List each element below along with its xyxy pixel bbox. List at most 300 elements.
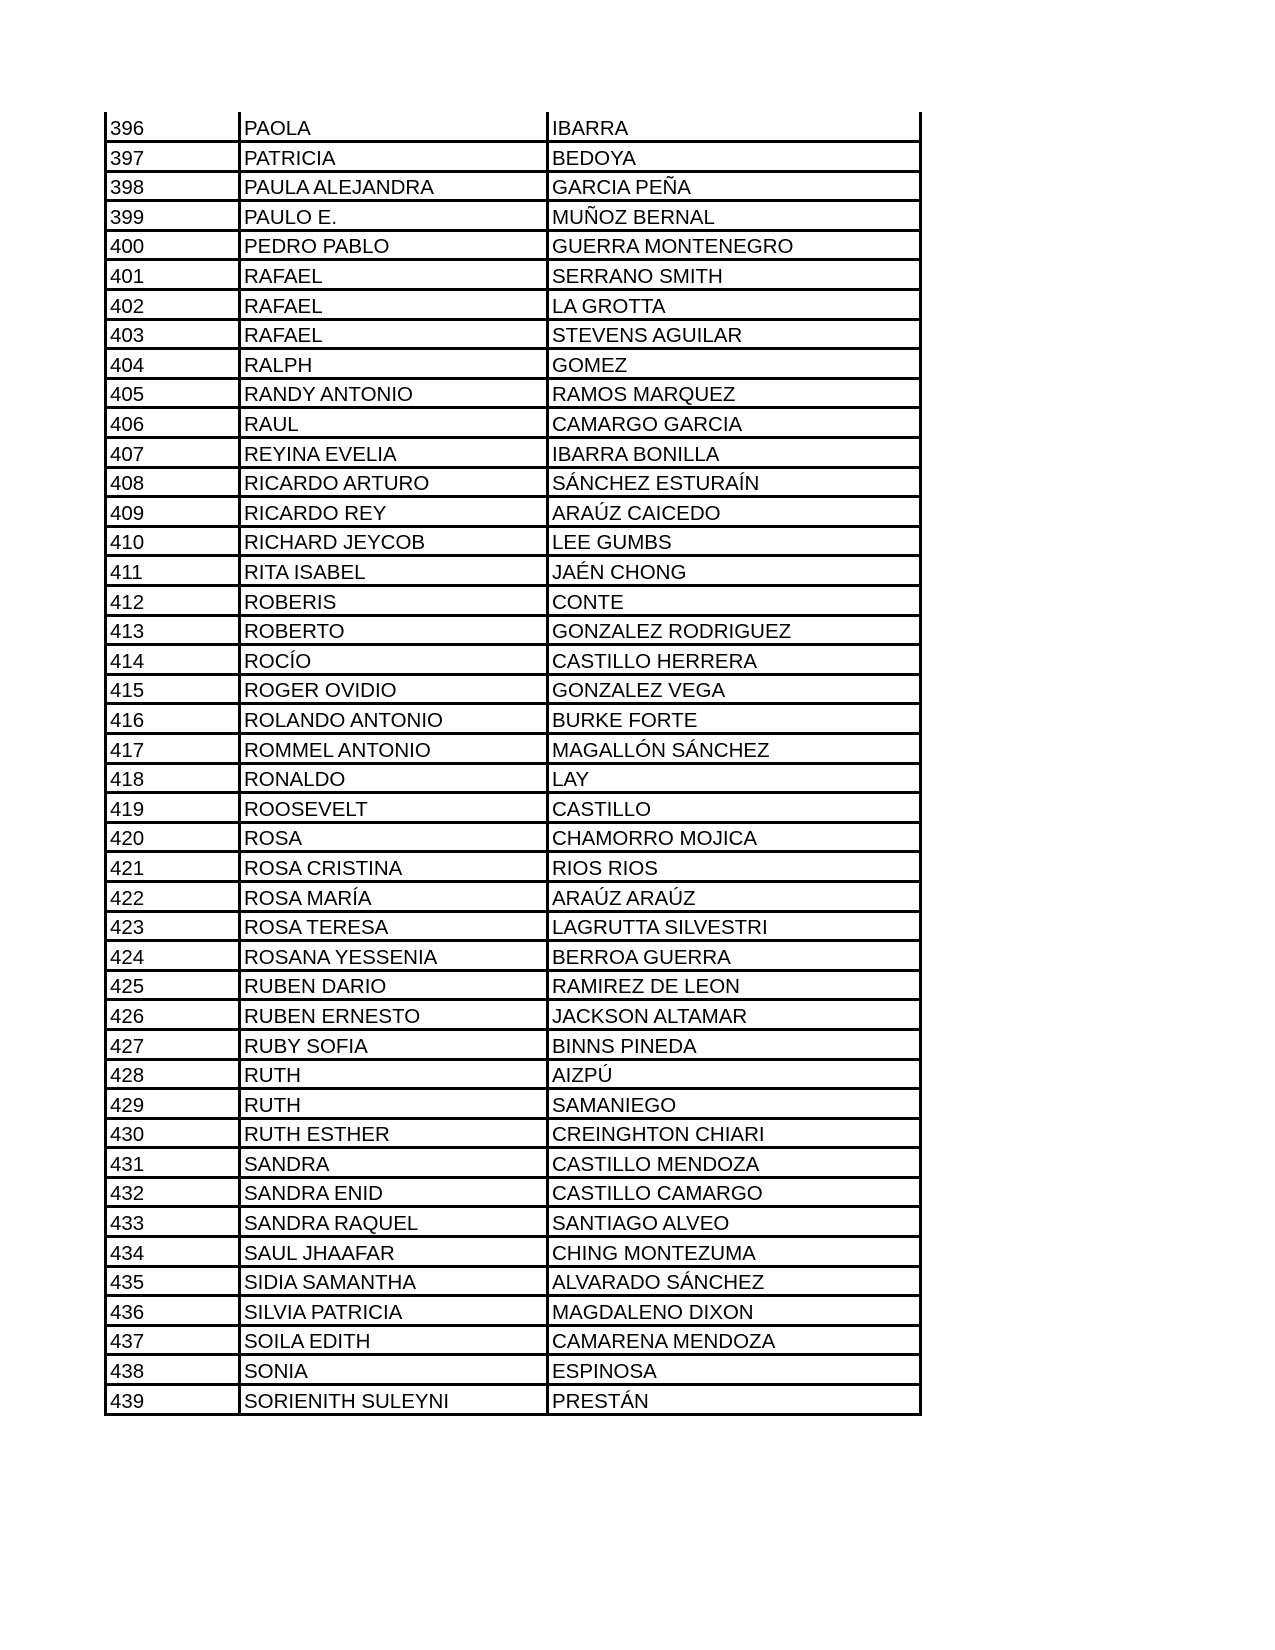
first-name-cell bbox=[240, 408, 548, 438]
last-name-cell-text: CASTILLO CAMARGO bbox=[552, 1182, 763, 1206]
last-name-cell bbox=[548, 260, 921, 290]
table-row bbox=[106, 970, 921, 1000]
row-number-cell-text: 433 bbox=[110, 1212, 145, 1236]
name-table bbox=[104, 112, 922, 1416]
row-number-cell-text: 438 bbox=[110, 1360, 145, 1384]
first-name-cell bbox=[240, 1385, 548, 1415]
first-name-cell bbox=[240, 911, 548, 941]
last-name-cell bbox=[548, 556, 921, 586]
row-number-cell-text: 404 bbox=[110, 353, 145, 377]
table-row bbox=[106, 171, 921, 201]
last-name-cell-text: BINNS PINEDA bbox=[552, 1034, 697, 1058]
first-name-cell bbox=[240, 793, 548, 823]
first-name-cell bbox=[240, 319, 548, 349]
last-name-cell-text: CASTILLO bbox=[552, 797, 652, 821]
first-name-cell bbox=[240, 142, 548, 172]
last-name-cell-text: GUERRA MONTENEGRO bbox=[552, 235, 794, 259]
table-row bbox=[106, 704, 921, 734]
row-number-cell-text: 397 bbox=[110, 146, 145, 170]
row-number-cell-text: 420 bbox=[110, 827, 145, 851]
row-number-cell-text: 411 bbox=[110, 561, 143, 584]
row-number-cell bbox=[106, 941, 240, 971]
first-name-cell-text: ROSANA YESSENIA bbox=[244, 945, 438, 969]
last-name-cell bbox=[548, 1029, 921, 1059]
first-name-cell-text: RITA ISABEL bbox=[244, 561, 366, 584]
table-row bbox=[106, 526, 921, 556]
row-number-cell bbox=[106, 822, 240, 852]
table-row bbox=[106, 674, 921, 704]
first-name-cell-text: RAFAEL bbox=[244, 265, 323, 289]
row-number-cell bbox=[106, 1000, 240, 1030]
row-number-cell bbox=[106, 1385, 240, 1415]
row-number-cell bbox=[106, 319, 240, 349]
first-name-cell bbox=[240, 1296, 548, 1326]
table-row bbox=[106, 349, 921, 379]
row-number-cell bbox=[106, 1325, 240, 1355]
row-number-cell bbox=[106, 1029, 240, 1059]
row-number-cell-text: 429 bbox=[110, 1093, 145, 1117]
last-name-cell bbox=[548, 171, 921, 201]
table-row bbox=[106, 497, 921, 527]
row-number-cell bbox=[106, 1266, 240, 1296]
row-number-cell-text: 412 bbox=[110, 590, 145, 614]
row-number-cell bbox=[106, 1059, 240, 1089]
first-name-cell-text: ROMMEL ANTONIO bbox=[244, 738, 431, 762]
last-name-cell-text: MUÑOZ BERNAL bbox=[552, 205, 715, 229]
last-name-cell-text: ARAÚZ ARAÚZ bbox=[552, 886, 696, 910]
first-name-cell-text: RUTH bbox=[244, 1064, 301, 1088]
table-row bbox=[106, 290, 921, 320]
first-name-cell-text: PAULA ALEJANDRA bbox=[244, 176, 434, 200]
last-name-cell-text: CHING MONTEZUMA bbox=[552, 1241, 756, 1265]
row-number-cell bbox=[106, 645, 240, 675]
row-number-cell bbox=[106, 526, 240, 556]
table-row bbox=[106, 378, 921, 408]
row-number-cell-text: 396 bbox=[110, 117, 145, 141]
first-name-cell bbox=[240, 1266, 548, 1296]
first-name-cell bbox=[240, 201, 548, 231]
last-name-cell-text: RAMOS MARQUEZ bbox=[552, 383, 736, 407]
first-name-cell-text: SOILA EDITH bbox=[244, 1330, 371, 1354]
last-name-cell bbox=[548, 112, 921, 142]
last-name-cell bbox=[548, 970, 921, 1000]
table-row bbox=[106, 260, 921, 290]
first-name-cell-text: SANDRA ENID bbox=[244, 1182, 383, 1206]
last-name-cell-text: RIOS RIOS bbox=[552, 856, 658, 880]
table-row bbox=[106, 615, 921, 645]
table-row bbox=[106, 1059, 921, 1089]
row-number-cell bbox=[106, 763, 240, 793]
row-number-cell bbox=[106, 1177, 240, 1207]
row-number-cell-text: 419 bbox=[110, 797, 145, 821]
last-name-cell-text: LAGRUTTA SILVESTRI bbox=[552, 916, 768, 940]
row-number-cell-text: 407 bbox=[110, 442, 145, 466]
last-name-cell-text: BURKE FORTE bbox=[552, 708, 698, 732]
last-name-cell bbox=[548, 1296, 921, 1326]
last-name-cell-text: LEE GUMBS bbox=[552, 531, 672, 555]
first-name-cell bbox=[240, 970, 548, 1000]
name-table-body bbox=[106, 112, 921, 1414]
last-name-cell bbox=[548, 408, 921, 438]
first-name-cell bbox=[240, 290, 548, 320]
first-name-cell-text: ROSA TERESA bbox=[244, 916, 389, 940]
last-name-cell bbox=[548, 822, 921, 852]
first-name-cell bbox=[240, 615, 548, 645]
table-row bbox=[106, 881, 921, 911]
row-number-cell-text: 434 bbox=[110, 1241, 145, 1265]
last-name-cell bbox=[548, 201, 921, 231]
first-name-cell-text: RAFAEL bbox=[244, 324, 323, 348]
last-name-cell bbox=[548, 1177, 921, 1207]
last-name-cell bbox=[548, 763, 921, 793]
row-number-cell bbox=[106, 438, 240, 468]
table-row bbox=[106, 1029, 921, 1059]
last-name-cell bbox=[548, 733, 921, 763]
first-name-cell bbox=[240, 438, 548, 468]
first-name-cell-text: ROCÍO bbox=[244, 649, 312, 673]
first-name-cell-text: RUBY SOFIA bbox=[244, 1034, 368, 1058]
table-row bbox=[106, 763, 921, 793]
first-name-cell bbox=[240, 171, 548, 201]
row-number-cell-text: 416 bbox=[110, 708, 145, 732]
last-name-cell bbox=[548, 142, 921, 172]
first-name-cell bbox=[240, 881, 548, 911]
row-number-cell bbox=[106, 230, 240, 260]
table-row bbox=[106, 1207, 921, 1237]
first-name-cell-text: ROBERIS bbox=[244, 590, 337, 614]
row-number-cell-text: 423 bbox=[110, 916, 145, 940]
first-name-cell-text: SIDIA SAMANTHA bbox=[244, 1271, 417, 1295]
row-number-cell-text: 427 bbox=[110, 1034, 145, 1058]
row-number-cell bbox=[106, 586, 240, 616]
last-name-cell bbox=[548, 1207, 921, 1237]
first-name-cell bbox=[240, 1355, 548, 1385]
last-name-cell-text: GARCIA PEÑA bbox=[552, 176, 691, 200]
first-name-cell bbox=[240, 1148, 548, 1178]
first-name-cell-text: SILVIA PATRICIA bbox=[244, 1300, 403, 1324]
first-name-cell-text: RAUL bbox=[244, 413, 299, 437]
table-row bbox=[106, 911, 921, 941]
row-number-cell bbox=[106, 911, 240, 941]
first-name-cell bbox=[240, 378, 548, 408]
last-name-cell bbox=[548, 852, 921, 882]
first-name-cell bbox=[240, 733, 548, 763]
table-row bbox=[106, 438, 921, 468]
last-name-cell bbox=[548, 378, 921, 408]
first-name-cell-text: SONIA bbox=[244, 1360, 308, 1384]
row-number-cell-text: 400 bbox=[110, 235, 145, 259]
row-number-cell-text: 425 bbox=[110, 975, 145, 999]
first-name-cell-text: SANDRA RAQUEL bbox=[244, 1212, 419, 1236]
last-name-cell bbox=[548, 467, 921, 497]
row-number-cell bbox=[106, 1118, 240, 1148]
last-name-cell bbox=[548, 1118, 921, 1148]
row-number-cell-text: 406 bbox=[110, 413, 145, 437]
row-number-cell bbox=[106, 290, 240, 320]
row-number-cell-text: 414 bbox=[110, 649, 145, 673]
first-name-cell bbox=[240, 1325, 548, 1355]
first-name-cell-text: RUTH bbox=[244, 1093, 301, 1117]
first-name-cell bbox=[240, 1000, 548, 1030]
last-name-cell bbox=[548, 230, 921, 260]
last-name-cell-text: BEDOYA bbox=[552, 146, 636, 170]
last-name-cell-text: IBARRA bbox=[552, 117, 629, 141]
first-name-cell bbox=[240, 704, 548, 734]
last-name-cell-text: STEVENS AGUILAR bbox=[552, 324, 743, 348]
row-number-cell bbox=[106, 349, 240, 379]
row-number-cell-text: 421 bbox=[110, 856, 145, 880]
table-row bbox=[106, 586, 921, 616]
last-name-cell bbox=[548, 911, 921, 941]
row-number-cell-text: 422 bbox=[110, 886, 145, 910]
row-number-cell-text: 405 bbox=[110, 383, 145, 407]
first-name-cell bbox=[240, 497, 548, 527]
row-number-cell-text: 432 bbox=[110, 1182, 145, 1206]
first-name-cell bbox=[240, 526, 548, 556]
first-name-cell-text: ROOSEVELT bbox=[244, 797, 368, 821]
first-name-cell bbox=[240, 230, 548, 260]
row-number-cell-text: 428 bbox=[110, 1064, 145, 1088]
table-row bbox=[106, 645, 921, 675]
last-name-cell-text: CAMARENA MENDOZA bbox=[552, 1330, 776, 1354]
first-name-cell bbox=[240, 674, 548, 704]
last-name-cell-text: ESPINOSA bbox=[552, 1360, 657, 1384]
last-name-cell-text: CONTE bbox=[552, 590, 624, 614]
first-name-cell-text: RUTH ESTHER bbox=[244, 1123, 390, 1147]
first-name-cell-text: RICARDO ARTURO bbox=[244, 472, 430, 496]
last-name-cell bbox=[548, 290, 921, 320]
last-name-cell bbox=[548, 349, 921, 379]
last-name-cell-text: GOMEZ bbox=[552, 353, 628, 377]
last-name-cell-text: RAMIREZ DE LEON bbox=[552, 975, 740, 999]
row-number-cell bbox=[106, 1207, 240, 1237]
last-name-cell bbox=[548, 704, 921, 734]
first-name-cell-text: SANDRA bbox=[244, 1152, 330, 1176]
row-number-cell-text: 408 bbox=[110, 472, 145, 496]
row-number-cell bbox=[106, 497, 240, 527]
row-number-cell-text: 409 bbox=[110, 501, 145, 525]
row-number-cell bbox=[106, 793, 240, 823]
first-name-cell bbox=[240, 763, 548, 793]
last-name-cell bbox=[548, 881, 921, 911]
row-number-cell bbox=[106, 467, 240, 497]
last-name-cell-text: JAÉN CHONG bbox=[552, 561, 687, 584]
table-row bbox=[106, 1325, 921, 1355]
row-number-cell bbox=[106, 852, 240, 882]
row-number-cell bbox=[106, 556, 240, 586]
table-row bbox=[106, 1296, 921, 1326]
last-name-cell bbox=[548, 586, 921, 616]
last-name-cell bbox=[548, 1266, 921, 1296]
table-row bbox=[106, 1177, 921, 1207]
row-number-cell-text: 435 bbox=[110, 1271, 145, 1295]
first-name-cell-text: SORIENITH SULEYNI bbox=[244, 1389, 450, 1413]
row-number-cell-text: 424 bbox=[110, 945, 145, 969]
last-name-cell bbox=[548, 1148, 921, 1178]
first-name-cell-text: ROLANDO ANTONIO bbox=[244, 708, 443, 732]
table-row bbox=[106, 112, 921, 142]
row-number-cell-text: 436 bbox=[110, 1300, 145, 1324]
last-name-cell bbox=[548, 674, 921, 704]
last-name-cell bbox=[548, 526, 921, 556]
last-name-cell-text: CASTILLO MENDOZA bbox=[552, 1152, 760, 1176]
first-name-cell-text: RICARDO REY bbox=[244, 501, 387, 525]
last-name-cell-text: SANTIAGO ALVEO bbox=[552, 1212, 730, 1236]
table-row bbox=[106, 1385, 921, 1415]
last-name-cell bbox=[548, 1325, 921, 1355]
first-name-cell bbox=[240, 1177, 548, 1207]
first-name-cell bbox=[240, 586, 548, 616]
table-row bbox=[106, 822, 921, 852]
first-name-cell-text: ROSA CRISTINA bbox=[244, 856, 403, 880]
last-name-cell bbox=[548, 1237, 921, 1267]
last-name-cell bbox=[548, 1059, 921, 1089]
last-name-cell-text: BERROA GUERRA bbox=[552, 945, 731, 969]
table-row bbox=[106, 1266, 921, 1296]
first-name-cell-text: RAFAEL bbox=[244, 294, 323, 318]
last-name-cell-text: CASTILLO HERRERA bbox=[552, 649, 758, 673]
first-name-cell bbox=[240, 852, 548, 882]
row-number-cell bbox=[106, 1296, 240, 1326]
first-name-cell-text: ROSA MARÍA bbox=[244, 886, 372, 910]
first-name-cell-text: PEDRO PABLO bbox=[244, 235, 390, 259]
last-name-cell-text: CHAMORRO MOJICA bbox=[552, 827, 757, 851]
row-number-cell bbox=[106, 1089, 240, 1119]
row-number-cell-text: 399 bbox=[110, 205, 145, 229]
table-row bbox=[106, 1089, 921, 1119]
table-row bbox=[106, 1237, 921, 1267]
table-row bbox=[106, 852, 921, 882]
first-name-cell-text: RUBEN ERNESTO bbox=[244, 1004, 421, 1028]
row-number-cell bbox=[106, 142, 240, 172]
row-number-cell-text: 426 bbox=[110, 1004, 145, 1028]
row-number-cell-text: 410 bbox=[110, 531, 145, 555]
row-number-cell bbox=[106, 970, 240, 1000]
last-name-cell bbox=[548, 438, 921, 468]
first-name-cell bbox=[240, 260, 548, 290]
last-name-cell-text: JACKSON ALTAMAR bbox=[552, 1004, 748, 1028]
last-name-cell-text: SAMANIEGO bbox=[552, 1093, 677, 1117]
table-row bbox=[106, 319, 921, 349]
first-name-cell-text: ROBERTO bbox=[244, 620, 345, 644]
last-name-cell-text: LAY bbox=[552, 768, 590, 792]
first-name-cell bbox=[240, 645, 548, 675]
table-row bbox=[106, 467, 921, 497]
row-number-cell bbox=[106, 1148, 240, 1178]
row-number-cell bbox=[106, 201, 240, 231]
row-number-cell bbox=[106, 733, 240, 763]
row-number-cell-text: 431 bbox=[110, 1152, 145, 1176]
first-name-cell-text: REYINA EVELIA bbox=[244, 442, 397, 466]
first-name-cell-text: PAULO E. bbox=[244, 205, 338, 229]
last-name-cell-text: CAMARGO GARCIA bbox=[552, 413, 743, 437]
first-name-cell bbox=[240, 467, 548, 497]
row-number-cell bbox=[106, 704, 240, 734]
last-name-cell-text: IBARRA BONILLA bbox=[552, 442, 720, 466]
table-row bbox=[106, 793, 921, 823]
table-row bbox=[106, 556, 921, 586]
table-row bbox=[106, 1118, 921, 1148]
last-name-cell bbox=[548, 793, 921, 823]
row-number-cell-text: 430 bbox=[110, 1123, 145, 1147]
last-name-cell bbox=[548, 615, 921, 645]
first-name-cell bbox=[240, 1029, 548, 1059]
first-name-cell-text: ROGER OVIDIO bbox=[244, 679, 397, 703]
last-name-cell-text: MAGDALENO DIXON bbox=[552, 1300, 754, 1324]
last-name-cell-text: MAGALLÓN SÁNCHEZ bbox=[552, 738, 770, 762]
row-number-cell-text: 413 bbox=[110, 620, 145, 644]
row-number-cell-text: 417 bbox=[110, 738, 145, 762]
row-number-cell bbox=[106, 881, 240, 911]
first-name-cell bbox=[240, 1237, 548, 1267]
table-row bbox=[106, 201, 921, 231]
first-name-cell-text: RICHARD JEYCOB bbox=[244, 531, 426, 555]
row-number-cell-text: 401 bbox=[110, 265, 145, 289]
last-name-cell-text: SERRANO SMITH bbox=[552, 265, 723, 289]
row-number-cell bbox=[106, 112, 240, 142]
row-number-cell bbox=[106, 1237, 240, 1267]
last-name-cell bbox=[548, 1000, 921, 1030]
row-number-cell bbox=[106, 615, 240, 645]
first-name-cell bbox=[240, 1207, 548, 1237]
first-name-cell-text: RALPH bbox=[244, 353, 313, 377]
first-name-cell bbox=[240, 941, 548, 971]
row-number-cell-text: 439 bbox=[110, 1389, 145, 1413]
first-name-cell-text: ROSA bbox=[244, 827, 303, 851]
table-row bbox=[106, 230, 921, 260]
row-number-cell-text: 398 bbox=[110, 176, 145, 200]
row-number-cell-text: 437 bbox=[110, 1330, 145, 1354]
table-row bbox=[106, 733, 921, 763]
last-name-cell bbox=[548, 645, 921, 675]
last-name-cell bbox=[548, 497, 921, 527]
row-number-cell-text: 402 bbox=[110, 294, 145, 318]
table-row bbox=[106, 941, 921, 971]
first-name-cell-text: PAOLA bbox=[244, 117, 311, 141]
last-name-cell bbox=[548, 1385, 921, 1415]
last-name-cell bbox=[548, 941, 921, 971]
last-name-cell-text: ALVARADO SÁNCHEZ bbox=[552, 1271, 765, 1295]
table-row bbox=[106, 1355, 921, 1385]
last-name-cell-text: GONZALEZ RODRIGUEZ bbox=[552, 620, 792, 644]
first-name-cell-text: RANDY ANTONIO bbox=[244, 383, 413, 407]
first-name-cell bbox=[240, 1059, 548, 1089]
first-name-cell bbox=[240, 1118, 548, 1148]
last-name-cell bbox=[548, 1089, 921, 1119]
first-name-cell bbox=[240, 822, 548, 852]
last-name-cell bbox=[548, 1355, 921, 1385]
last-name-cell bbox=[548, 319, 921, 349]
first-name-cell bbox=[240, 1089, 548, 1119]
row-number-cell bbox=[106, 260, 240, 290]
row-number-cell bbox=[106, 1355, 240, 1385]
row-number-cell-text: 415 bbox=[110, 679, 145, 703]
row-number-cell-text: 403 bbox=[110, 324, 145, 348]
last-name-cell-text: LA GROTTA bbox=[552, 294, 666, 318]
first-name-cell-text: PATRICIA bbox=[244, 146, 336, 170]
row-number-cell bbox=[106, 171, 240, 201]
row-number-cell bbox=[106, 378, 240, 408]
first-name-cell bbox=[240, 556, 548, 586]
table-row bbox=[106, 142, 921, 172]
table-row bbox=[106, 1148, 921, 1178]
first-name-cell-text: RONALDO bbox=[244, 768, 346, 792]
last-name-cell-text: GONZALEZ VEGA bbox=[552, 679, 726, 703]
last-name-cell-text: PRESTÁN bbox=[552, 1389, 649, 1413]
row-number-cell bbox=[106, 674, 240, 704]
first-name-cell bbox=[240, 349, 548, 379]
table-row bbox=[106, 408, 921, 438]
